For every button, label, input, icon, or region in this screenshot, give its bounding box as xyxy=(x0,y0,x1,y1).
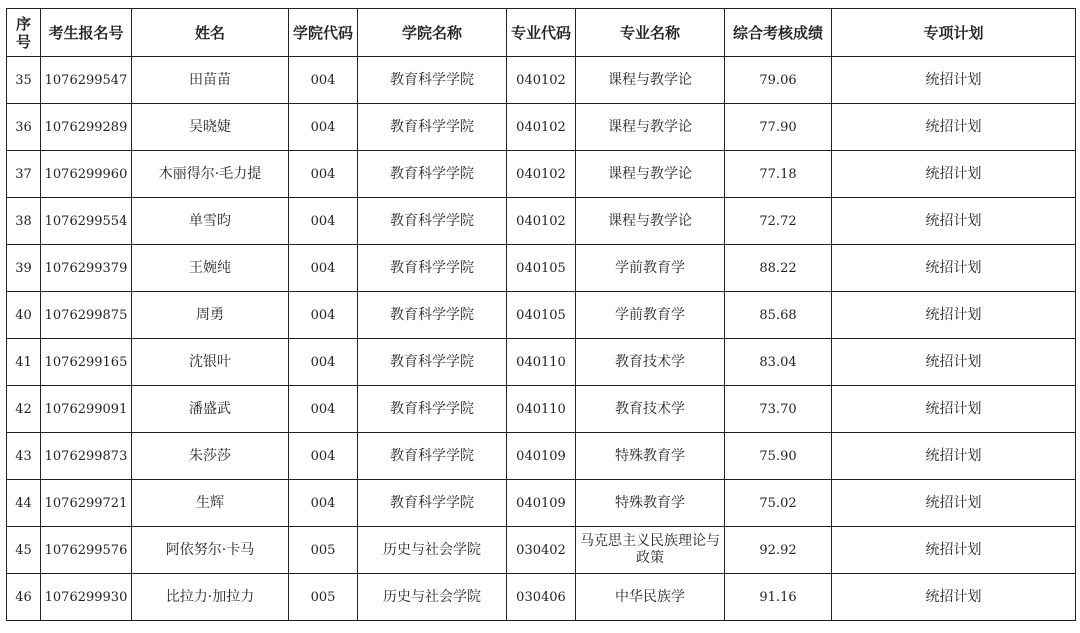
cell-major-name: 马克思主义民族理论与政策 xyxy=(576,527,725,574)
col-header-name: 姓名 xyxy=(132,9,289,57)
table-row xyxy=(7,480,1076,527)
cell-special-plan: 统招计划 xyxy=(832,245,1076,292)
table-row xyxy=(7,292,1076,339)
cell-college-name: 教育科学学院 xyxy=(358,198,507,245)
cell-index: 43 xyxy=(7,433,41,480)
cell-major-code: 040105 xyxy=(507,245,576,292)
cell-name: 单雪昀 xyxy=(132,198,289,245)
cell-college-name: 历史与社会学院 xyxy=(358,574,507,621)
cell-college-code: 004 xyxy=(289,433,358,480)
cell-name: 生辉 xyxy=(132,480,289,527)
table-row xyxy=(7,433,1076,480)
cell-college-name: 教育科学学院 xyxy=(358,480,507,527)
cell-major-code: 030402 xyxy=(507,527,576,574)
cell-major-name: 课程与教学论 xyxy=(576,104,725,151)
cell-score: 92.92 xyxy=(725,527,832,574)
cell-college-code: 004 xyxy=(289,104,358,151)
table-row xyxy=(7,104,1076,151)
cell-major-code: 040102 xyxy=(507,57,576,104)
cell-major-name: 学前教育学 xyxy=(576,245,725,292)
cell-college-code: 005 xyxy=(289,527,358,574)
col-header-major-name: 专业名称 xyxy=(576,9,725,57)
cell-college-code: 004 xyxy=(289,57,358,104)
table-row xyxy=(7,57,1076,104)
cell-score: 75.02 xyxy=(725,480,832,527)
cell-registration-no: 1076299930 xyxy=(41,574,132,621)
cell-index: 41 xyxy=(7,339,41,386)
table-row xyxy=(7,339,1076,386)
cell-name: 田苗苗 xyxy=(132,57,289,104)
cell-major-name: 课程与教学论 xyxy=(576,151,725,198)
cell-major-name: 学前教育学 xyxy=(576,292,725,339)
cell-college-code: 004 xyxy=(289,339,358,386)
cell-score: 77.18 xyxy=(725,151,832,198)
cell-major-name: 特殊教育学 xyxy=(576,433,725,480)
admission-list-table xyxy=(6,8,1076,621)
col-header-registration-no: 考生报名号 xyxy=(41,9,132,57)
cell-college-code: 004 xyxy=(289,245,358,292)
table-row xyxy=(7,198,1076,245)
cell-college-name: 教育科学学院 xyxy=(358,104,507,151)
cell-college-code: 004 xyxy=(289,198,358,245)
cell-college-name: 历史与社会学院 xyxy=(358,527,507,574)
cell-name: 比拉力·加拉力 xyxy=(132,574,289,621)
cell-registration-no: 1076299554 xyxy=(41,198,132,245)
cell-special-plan: 统招计划 xyxy=(832,433,1076,480)
cell-index: 44 xyxy=(7,480,41,527)
cell-special-plan: 统招计划 xyxy=(832,198,1076,245)
cell-index: 39 xyxy=(7,245,41,292)
cell-index: 37 xyxy=(7,151,41,198)
table-row xyxy=(7,386,1076,433)
cell-major-code: 040110 xyxy=(507,386,576,433)
cell-score: 91.16 xyxy=(725,574,832,621)
col-header-index: 序号 xyxy=(7,9,41,57)
cell-registration-no: 1076299875 xyxy=(41,292,132,339)
cell-college-code: 005 xyxy=(289,574,358,621)
cell-college-name: 教育科学学院 xyxy=(358,386,507,433)
cell-registration-no: 1076299547 xyxy=(41,57,132,104)
cell-major-code: 030406 xyxy=(507,574,576,621)
table-row xyxy=(7,527,1076,574)
cell-score: 77.90 xyxy=(725,104,832,151)
cell-special-plan: 统招计划 xyxy=(832,339,1076,386)
cell-score: 83.04 xyxy=(725,339,832,386)
cell-name: 王婉纯 xyxy=(132,245,289,292)
cell-special-plan: 统招计划 xyxy=(832,386,1076,433)
cell-name: 潘盛武 xyxy=(132,386,289,433)
cell-major-code: 040102 xyxy=(507,198,576,245)
cell-major-code: 040109 xyxy=(507,433,576,480)
cell-special-plan: 统招计划 xyxy=(832,151,1076,198)
col-header-score: 综合考核成绩 xyxy=(725,9,832,57)
cell-college-name: 教育科学学院 xyxy=(358,57,507,104)
cell-special-plan: 统招计划 xyxy=(832,57,1076,104)
cell-college-code: 004 xyxy=(289,292,358,339)
cell-college-name: 教育科学学院 xyxy=(358,339,507,386)
cell-score: 72.72 xyxy=(725,198,832,245)
cell-name: 沈银叶 xyxy=(132,339,289,386)
col-header-college-code: 学院代码 xyxy=(289,9,358,57)
cell-index: 45 xyxy=(7,527,41,574)
cell-score: 73.70 xyxy=(725,386,832,433)
cell-registration-no: 1076299721 xyxy=(41,480,132,527)
cell-index: 40 xyxy=(7,292,41,339)
cell-registration-no: 1076299289 xyxy=(41,104,132,151)
table-row xyxy=(7,574,1076,621)
cell-name: 周勇 xyxy=(132,292,289,339)
table-row xyxy=(7,245,1076,292)
cell-registration-no: 1076299576 xyxy=(41,527,132,574)
cell-major-name: 特殊教育学 xyxy=(576,480,725,527)
cell-index: 38 xyxy=(7,198,41,245)
cell-name: 吴晓婕 xyxy=(132,104,289,151)
cell-major-code: 040102 xyxy=(507,104,576,151)
cell-special-plan: 统招计划 xyxy=(832,574,1076,621)
cell-name: 阿依努尔·卡马 xyxy=(132,527,289,574)
cell-major-code: 040110 xyxy=(507,339,576,386)
cell-index: 46 xyxy=(7,574,41,621)
cell-special-plan: 统招计划 xyxy=(832,527,1076,574)
cell-index: 35 xyxy=(7,57,41,104)
cell-college-name: 教育科学学院 xyxy=(358,433,507,480)
cell-score: 79.06 xyxy=(725,57,832,104)
cell-special-plan: 统招计划 xyxy=(832,480,1076,527)
cell-index: 36 xyxy=(7,104,41,151)
cell-name: 朱莎莎 xyxy=(132,433,289,480)
cell-college-name: 教育科学学院 xyxy=(358,245,507,292)
table-body xyxy=(7,57,1076,621)
cell-college-code: 004 xyxy=(289,480,358,527)
cell-major-code: 040109 xyxy=(507,480,576,527)
cell-college-name: 教育科学学院 xyxy=(358,151,507,198)
cell-college-name: 教育科学学院 xyxy=(358,292,507,339)
cell-major-name: 教育技术学 xyxy=(576,386,725,433)
cell-registration-no: 1076299091 xyxy=(41,386,132,433)
table-header-row xyxy=(7,9,1076,57)
cell-major-code: 040102 xyxy=(507,151,576,198)
cell-major-code: 040105 xyxy=(507,292,576,339)
cell-major-name: 中华民族学 xyxy=(576,574,725,621)
cell-registration-no: 1076299165 xyxy=(41,339,132,386)
cell-score: 88.22 xyxy=(725,245,832,292)
cell-score: 85.68 xyxy=(725,292,832,339)
cell-college-code: 004 xyxy=(289,151,358,198)
cell-registration-no: 1076299873 xyxy=(41,433,132,480)
cell-name: 木丽得尔·毛力提 xyxy=(132,151,289,198)
cell-major-name: 课程与教学论 xyxy=(576,57,725,104)
table-row xyxy=(7,151,1076,198)
cell-registration-no: 1076299960 xyxy=(41,151,132,198)
cell-registration-no: 1076299379 xyxy=(41,245,132,292)
cell-major-name: 课程与教学论 xyxy=(576,198,725,245)
col-header-college-name: 学院名称 xyxy=(358,9,507,57)
cell-major-name: 教育技术学 xyxy=(576,339,725,386)
cell-index: 42 xyxy=(7,386,41,433)
col-header-special-plan: 专项计划 xyxy=(832,9,1076,57)
cell-college-code: 004 xyxy=(289,386,358,433)
cell-score: 75.90 xyxy=(725,433,832,480)
cell-special-plan: 统招计划 xyxy=(832,104,1076,151)
col-header-major-code: 专业代码 xyxy=(507,9,576,57)
cell-special-plan: 统招计划 xyxy=(832,292,1076,339)
